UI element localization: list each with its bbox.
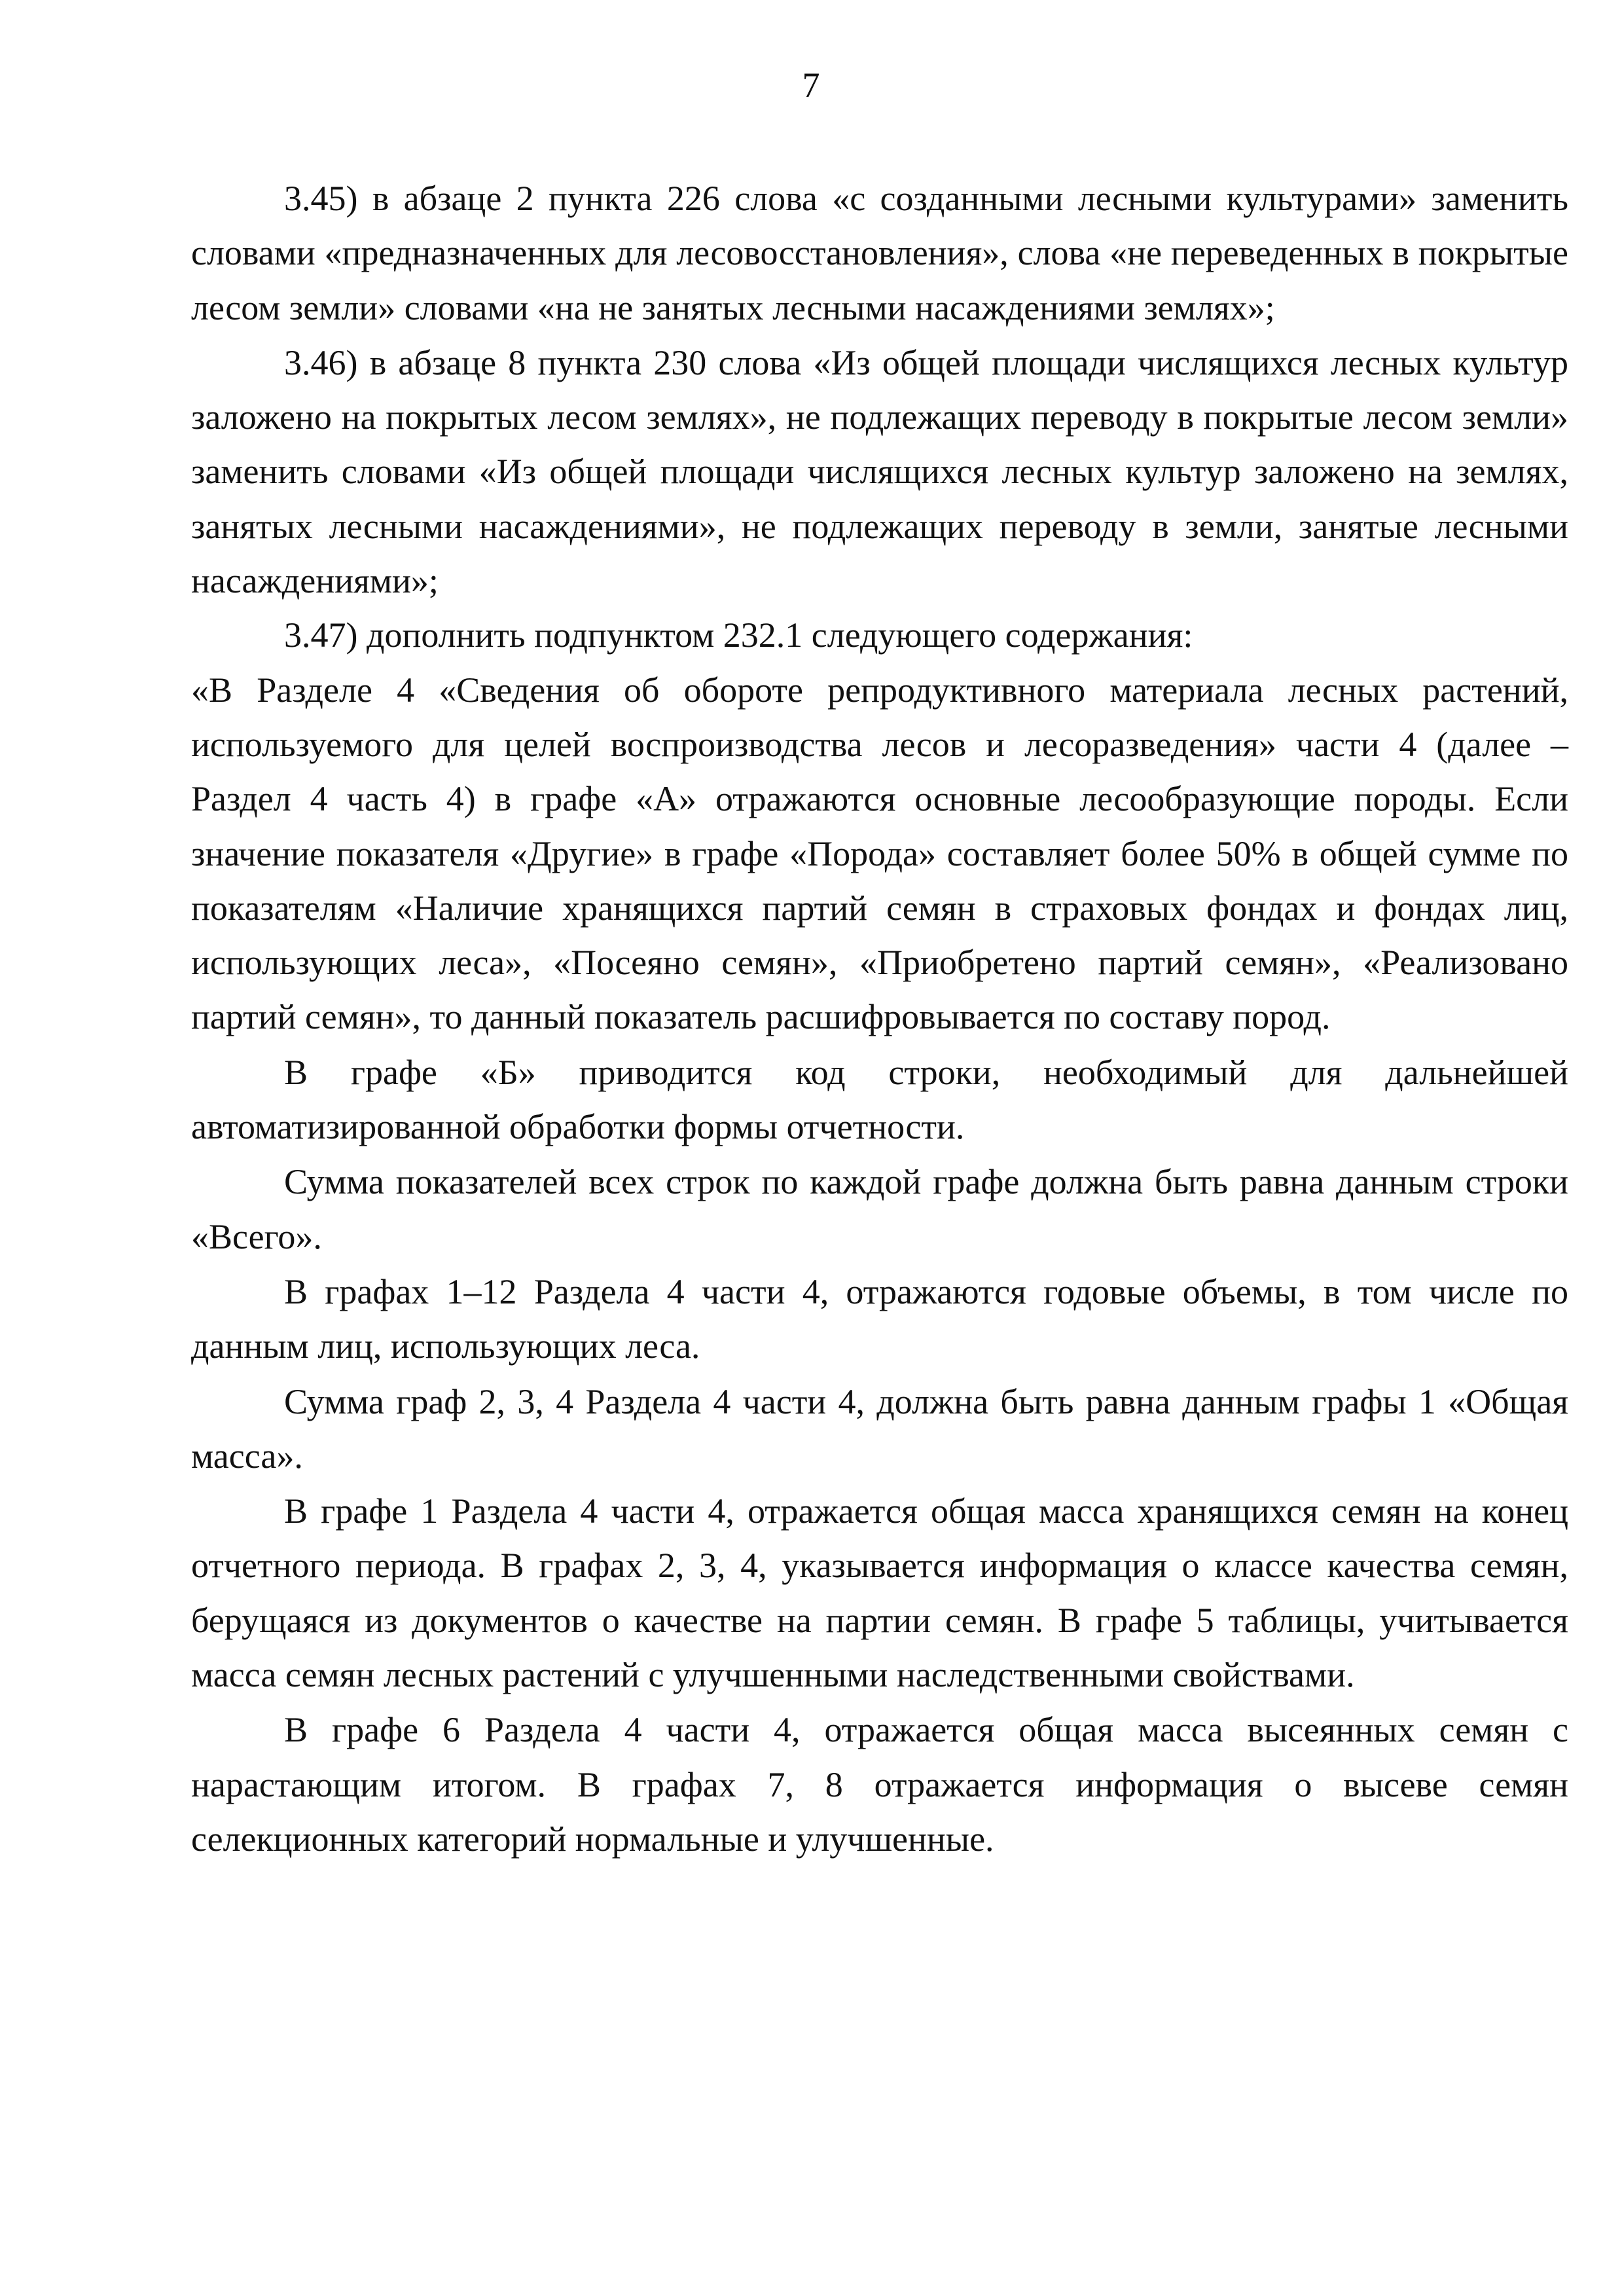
paragraph-section-4-intro: «В Разделе 4 «Сведения об обороте репродуктивного материала лесных растений, используемого для целей воспроизводства лесов и лесоразведения» части 4 (далее – Раздел 4 часть 4) в графе «А» отражаются основные лесообразующие породы. Если значение показателя «Другие» в графе «Порода» составляет более 50% в общей сумме по показателям «Наличие хранящихся партий семян в страховых фондах и фондах лиц, использующих леса», «Посеяно семян», «Приобретено партий семян», «Реализовано партий семян», то данный показатель расшифровывается по составу пород. [191, 670, 1568, 1037]
paragraph-column-1: В графе 1 Раздела 4 части 4, отражается общая масса хранящихся семян на конец отчетного периода. В графах 2, 3, 4, указывается информация о классе качества семян, берущаяся из документов о качестве на партии семян. В графе 5 таблицы, учитывается масса семян лесных растений с улучшенными наследственными свойствами. [191, 1491, 1568, 1695]
paragraph-column-6: В графе 6 Раздела 4 части 4, отражается общая масса высеянных семян с нарастающим итогом. В графах 7, 8 отражается информация о высеве семян селекционных категорий нормальные и улучшенные. [191, 1710, 1568, 1859]
paragraph-3-46: 3.46) в абзаце 8 пункта 230 слова «Из общей площади числящихся лесных культур заложено на покрытых лесом землях», не подлежащих переводу в покрытые лесом земли» заменить словами «Из общей площади числящихся лесных культур заложено на землях, занятых лесными насаждениями», не подлежащих переводу в земли, занятые лесными насаждениями»; [191, 342, 1568, 601]
paragraph-3-47: 3.47) дополнить подпунктом 232.1 следующего содержания: [284, 615, 1193, 655]
paragraph-column-b: В графе «Б» приводится код строки, необходимый для дальнейшей автоматизированной обработки формы отчетности. [191, 1052, 1568, 1147]
paragraph-columns-1-12: В графах 1–12 Раздела 4 части 4, отражаются годовые объемы, в том числе по данным лиц, использующих леса. [191, 1271, 1568, 1366]
paragraph-sum-columns: Сумма граф 2, 3, 4 Раздела 4 части 4, должна быть равна данным графы 1 «Общая масса». [191, 1381, 1568, 1476]
page-number: 7 [802, 65, 820, 105]
document-body [191, 172, 1568, 1867]
paragraph-sum-rows: Сумма показателей всех строк по каждой графе должна быть равна данным строки «Всего». [191, 1162, 1568, 1256]
paragraph-3-45: 3.45) в абзаце 2 пункта 226 слова «с созданными лесными культурами» заменить словами «предназначенных для лесовосстановления», слова «не переведенных в покрытые лесом земли» словами «на не занятых лесными насаждениями землях»; [191, 179, 1568, 327]
